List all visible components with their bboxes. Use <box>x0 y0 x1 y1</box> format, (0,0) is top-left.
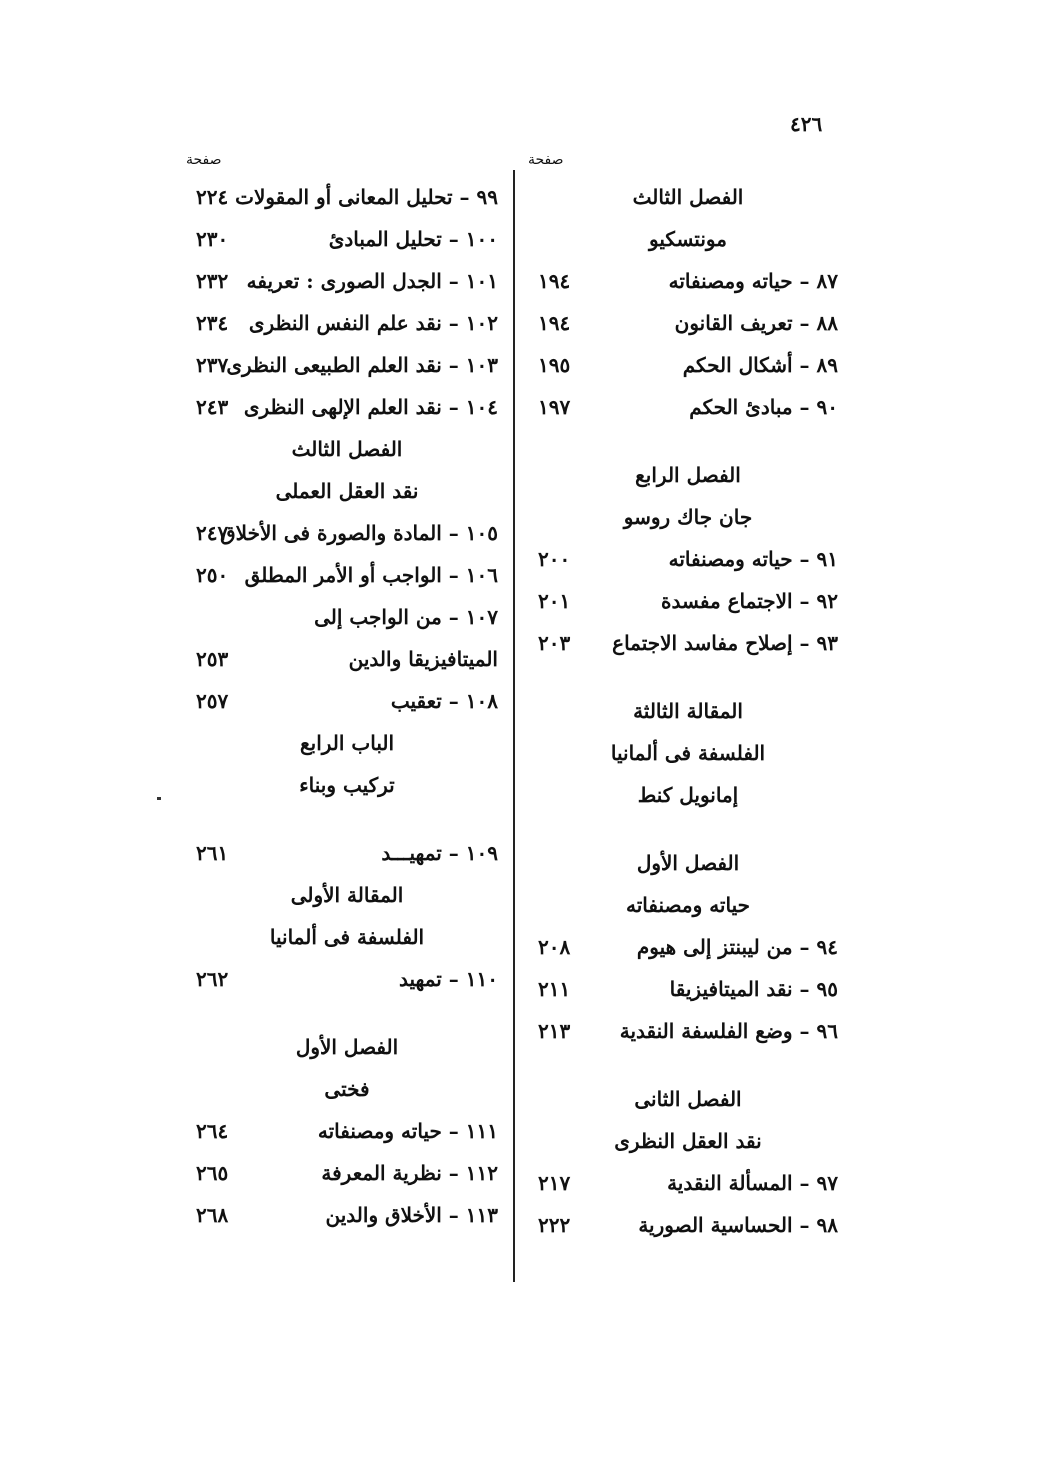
entry-page-number: ٢٦٤ <box>196 1119 229 1143</box>
heading-text: الفصل الثانى <box>634 1087 742 1111</box>
right-column <box>538 176 838 1246</box>
entry-page-number: ٢١٧ <box>538 1171 571 1195</box>
entry-page-number: ٢٣٤ <box>196 311 229 335</box>
toc-entry <box>196 512 498 554</box>
entry-title: ١٠٥ – المادة والصورة فى الأخلاق <box>220 521 498 545</box>
toc-entry <box>196 386 498 428</box>
heading-text: فختى <box>324 1077 370 1101</box>
section-heading <box>538 774 838 816</box>
section-heading <box>538 176 838 218</box>
toc-entry <box>538 538 838 580</box>
toc-entry <box>538 302 838 344</box>
entry-title: ٩٦ – وضع الفلسفة النقدية <box>619 1019 838 1043</box>
heading-text: الفصل الثالث <box>632 185 744 209</box>
entry-title: ١١٢ – نظرية المعرفة <box>321 1161 498 1185</box>
entry-title: ٩٧ – المسألة النقدية <box>667 1171 838 1195</box>
toc-entry <box>196 218 498 260</box>
entry-page-number: ٢٦٥ <box>196 1161 229 1185</box>
entry-title: ١٠٦ – الواجب أو الأمر المطلق <box>244 563 498 587</box>
section-heading <box>538 496 838 538</box>
heading-text: نقد العقل النظرى <box>614 1129 762 1153</box>
entry-page-number: ٢٦٨ <box>196 1203 229 1227</box>
toc-entry <box>196 1110 498 1152</box>
entry-title: ١٠١ – الجدل الصورى : تعريفه <box>246 269 498 293</box>
column-divider <box>513 170 515 1282</box>
left-column-page-label: صفحة <box>186 152 222 168</box>
entry-page-number: ٢٣٢ <box>196 269 229 293</box>
heading-text: الفصل الثالث <box>291 437 403 461</box>
entry-title: ١٠٧ – من الواجب إلى <box>314 605 498 629</box>
toc-entry <box>196 260 498 302</box>
toc-entry <box>196 680 498 722</box>
heading-text: المقالة الأولى <box>290 883 404 907</box>
heading-text: الفلسفة فى ألمانيا <box>269 925 425 949</box>
entry-page-number: ٢٤٧ <box>196 521 229 545</box>
section-heading <box>538 690 838 732</box>
section-heading <box>196 874 498 916</box>
toc-entry <box>538 386 838 428</box>
toc-entry <box>538 926 838 968</box>
entry-title: ١٠٤ – نقد العلم الإلهى النظرى <box>243 395 498 419</box>
entry-title: ٩٠ – مبادئ الحكم <box>689 395 838 419</box>
section-heading <box>538 884 838 926</box>
page-number: ٤٢٦ <box>790 112 823 136</box>
section-heading <box>196 916 498 958</box>
toc-entry <box>196 554 498 596</box>
entry-title: الميتافيزيقا والدين <box>348 647 498 671</box>
entry-page-number: ٢٠١ <box>538 589 571 613</box>
entry-title: ١١١ – حياته ومصنفاته <box>317 1119 498 1143</box>
toc-entry <box>538 344 838 386</box>
entry-page-number: ٢٥٣ <box>196 647 229 671</box>
entry-title: ١٠٠ – تحليل المبادئ <box>328 227 498 251</box>
spacer <box>538 664 838 690</box>
entry-title: ٩٥ – نقد الميتافيزيقا <box>669 977 838 1001</box>
entry-title: ٩٣ – إصلاح مفاسد الاجتماع <box>612 631 838 655</box>
entry-title: ١٠٣ – نقد العلم الطبيعى النظرى <box>226 353 498 377</box>
right-column-page-label: صفحة <box>528 152 564 168</box>
entry-title: ٩٢ – الاجتماع مفسدة <box>661 589 838 613</box>
section-heading <box>538 1120 838 1162</box>
heading-text: تركيب وبناء <box>299 773 395 797</box>
section-heading <box>196 764 498 806</box>
entry-title: ١١٣ – الأخلاق والدين <box>325 1203 498 1227</box>
heading-text: مونتسكيو <box>649 227 727 251</box>
entry-title: ٨٨ – تعريف القانون <box>674 311 838 335</box>
heading-text: المقالة الثالثة <box>633 699 743 723</box>
entry-page-number: ٢٢٢ <box>538 1213 571 1237</box>
entry-page-number: ٢٥٠ <box>196 563 229 587</box>
entry-title: ١٠٢ – نقد علم النفس النظرى <box>248 311 498 335</box>
section-heading <box>538 842 838 884</box>
spacer <box>196 806 498 832</box>
section-heading <box>538 454 838 496</box>
toc-entry <box>538 622 838 664</box>
section-heading <box>196 428 498 470</box>
section-heading <box>196 1068 498 1110</box>
toc-entry <box>196 832 498 874</box>
entry-page-number: ١٩٥ <box>538 353 571 377</box>
stray-mark <box>157 797 161 800</box>
entry-title: ١٠٩ – تمهيـــد <box>381 841 498 865</box>
section-heading <box>196 722 498 764</box>
entry-page-number: ٢٦١ <box>196 841 229 865</box>
section-heading <box>196 1026 498 1068</box>
entry-page-number: ٢٣٠ <box>196 227 229 251</box>
toc-entry <box>538 1010 838 1052</box>
heading-text: الباب الرابع <box>299 731 395 755</box>
heading-text: حياته ومصنفاته <box>626 893 750 917</box>
entry-page-number: ٢٣٧ <box>196 353 229 377</box>
heading-text: الفصل الأول <box>295 1035 399 1059</box>
toc-entry <box>196 958 498 1000</box>
toc-entry <box>196 1152 498 1194</box>
spacer <box>196 1000 498 1026</box>
toc-entry <box>196 344 498 386</box>
section-heading <box>538 1078 838 1120</box>
entry-page-number: ٢٠٣ <box>538 631 571 655</box>
toc-entry <box>538 1204 838 1246</box>
entry-page-number: ١٩٧ <box>538 395 571 419</box>
heading-text: الفلسفة فى ألمانيا <box>610 741 766 765</box>
entry-page-number: ٢٢٤ <box>196 185 229 209</box>
entry-page-number: ٢٥٧ <box>196 689 229 713</box>
entry-title: ٨٧ – حياته ومصنفاته <box>668 269 838 293</box>
toc-entry <box>538 260 838 302</box>
heading-text: جان جاك روسو <box>623 505 753 529</box>
entry-title: ١٠٨ – تعقيب <box>390 689 498 713</box>
entry-page-number: ٢٤٣ <box>196 395 229 419</box>
entry-page-number: ٢٦٢ <box>196 967 229 991</box>
toc-entry <box>538 580 838 622</box>
entry-page-number: ٢٠٨ <box>538 935 571 959</box>
spacer <box>538 816 838 842</box>
entry-page-number: ٢٠٠ <box>538 547 571 571</box>
toc-entry <box>196 176 498 218</box>
entry-title: ٩٩ – تحليل المعانى أو المقولات <box>235 185 498 209</box>
entry-page-number: ٢١١ <box>538 977 571 1001</box>
entry-title: ٩١ – حياته ومصنفاته <box>668 547 838 571</box>
entry-page-number: ١٩٤ <box>538 311 571 335</box>
left-column <box>196 176 498 1236</box>
section-heading <box>538 732 838 774</box>
entry-title: ٨٩ – أشكال الحكم <box>682 353 838 377</box>
section-heading <box>538 218 838 260</box>
entry-title: ٩٤ – من ليبنتز إلى هيوم <box>636 935 838 959</box>
toc-entry <box>196 302 498 344</box>
heading-text: إمانويل كنط <box>637 783 739 807</box>
toc-entry <box>196 596 498 638</box>
toc-entry <box>196 1194 498 1236</box>
entry-title: ١١٠ – تمهيد <box>398 967 498 991</box>
toc-entry <box>538 968 838 1010</box>
heading-text: نقد العقل العملى <box>275 479 419 503</box>
spacer <box>538 1052 838 1078</box>
entry-page-number: ١٩٤ <box>538 269 571 293</box>
section-heading <box>196 470 498 512</box>
spacer <box>538 428 838 454</box>
heading-text: الفصل الأول <box>636 851 740 875</box>
toc-entry <box>196 638 498 680</box>
heading-text: الفصل الرابع <box>635 463 741 487</box>
entry-page-number: ٢١٣ <box>538 1019 571 1043</box>
toc-entry <box>538 1162 838 1204</box>
entry-title: ٩٨ – الحساسية الصورية <box>638 1213 838 1237</box>
